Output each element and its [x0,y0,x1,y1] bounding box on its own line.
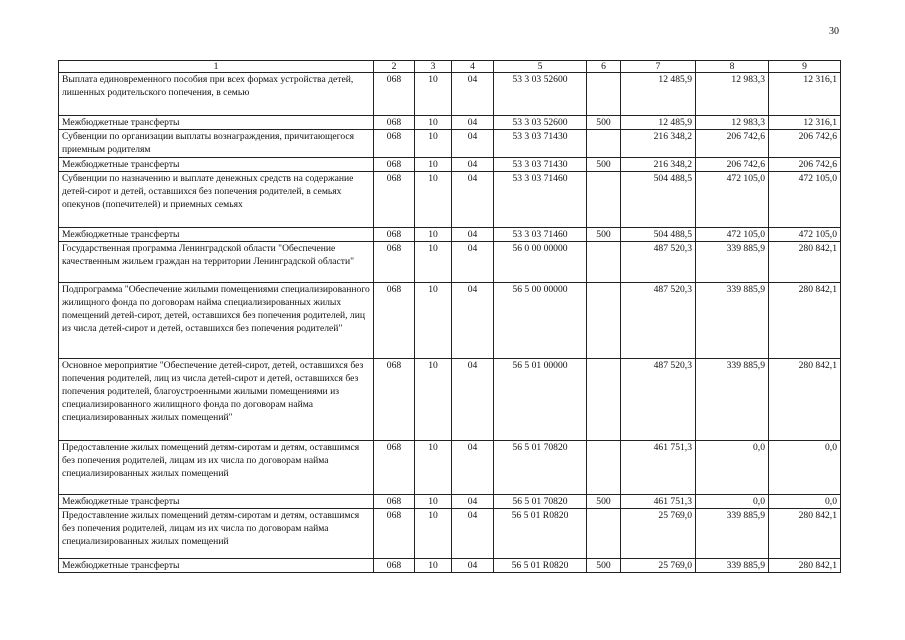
cell-admin-code: 068 [374,130,415,158]
table-row [59,441,841,495]
cell-expense-type [587,130,621,158]
cell-section: 10 [415,283,452,359]
cell-target-article: 56 5 01 70820 [494,441,587,495]
table-row [59,73,841,116]
cell-amount-9: 280 842,1 [769,283,841,359]
header-row [59,61,841,73]
cell-subsection: 04 [452,283,494,359]
cell-amount-9: 280 842,1 [769,242,841,283]
table-row [59,242,841,283]
table-row [59,283,841,359]
cell-subsection: 04 [452,172,494,228]
cell-amount-9: 472 105,0 [769,172,841,228]
cell-amount-9: 280 842,1 [769,559,841,573]
cell-section: 10 [415,509,452,559]
cell-amount-8: 339 885,9 [696,509,769,559]
cell-admin-code: 068 [374,359,415,441]
cell-amount-8: 0,0 [696,441,769,495]
row-name: Основное мероприятие "Обеспечение детей-сирот, детей, оставшихся без попечения родителей, лиц из числа детей-сирот и детей, оставшихся без попечения родителей, благоустроенными жилыми помещениями из специализированного жилищного фонда по договорам найма специализированных жилых помещений" [59,359,374,441]
table-row [59,158,841,172]
cell-amount-8: 0,0 [696,495,769,509]
row-name: Межбюджетные трансферты [59,116,374,130]
cell-section: 10 [415,242,452,283]
row-name: Межбюджетные трансферты [59,495,374,509]
cell-target-article: 56 5 01 00000 [494,359,587,441]
cell-subsection: 04 [452,228,494,242]
cell-section: 10 [415,73,452,116]
cell-target-article: 53 3 03 52600 [494,73,587,116]
cell-section: 10 [415,495,452,509]
table-row [59,559,841,573]
cell-section: 10 [415,359,452,441]
table-row [59,172,841,228]
cell-expense-type [587,172,621,228]
cell-target-article: 53 3 03 71430 [494,130,587,158]
cell-expense-type: 500 [587,228,621,242]
cell-target-article: 53 3 03 71460 [494,228,587,242]
cell-amount-9: 0,0 [769,441,841,495]
cell-subsection: 04 [452,130,494,158]
cell-section: 10 [415,172,452,228]
cell-amount-8: 12 983,3 [696,73,769,116]
cell-subsection: 04 [452,116,494,130]
row-name: Субвенции по назначению и выплате денежных средств на содержание детей-сирот и детей, оставшихся без попечения родителей, в семьях опекунов (попечителей) и приемных семьях [59,172,374,228]
cell-expense-type: 500 [587,158,621,172]
cell-target-article: 56 5 00 00000 [494,283,587,359]
cell-target-article: 56 5 01 R0820 [494,509,587,559]
cell-amount-7: 216 348,2 [621,130,696,158]
table-row [59,495,841,509]
cell-amount-9: 472 105,0 [769,228,841,242]
cell-amount-9: 0,0 [769,495,841,509]
cell-admin-code: 068 [374,495,415,509]
row-name: Государственная программа Ленинградской области "Обеспечение качественным жильем граждан на территории Ленинградской области" [59,242,374,283]
cell-expense-type [587,509,621,559]
cell-amount-7: 216 348,2 [621,158,696,172]
row-name: Субвенции по организации выплаты вознаграждения, причитающегося приемным родителям [59,130,374,158]
cell-amount-8: 12 983,3 [696,116,769,130]
cell-amount-7: 12 485,9 [621,116,696,130]
cell-admin-code: 068 [374,559,415,573]
cell-target-article: 56 5 01 70820 [494,495,587,509]
cell-amount-9: 280 842,1 [769,509,841,559]
table-row [59,359,841,441]
cell-expense-type [587,73,621,116]
row-name: Предоставление жилых помещений детям-сиротам и детям, оставшимся без попечения родителей, лицам из их числа по договорам найма специализированных жилых помещений [59,441,374,495]
cell-section: 10 [415,559,452,573]
table-row [59,116,841,130]
cell-admin-code: 068 [374,283,415,359]
table-row [59,228,841,242]
cell-target-article: 56 0 00 00000 [494,242,587,283]
cell-amount-7: 504 488,5 [621,172,696,228]
cell-subsection: 04 [452,441,494,495]
cell-expense-type [587,441,621,495]
cell-amount-8: 472 105,0 [696,228,769,242]
cell-expense-type [587,359,621,441]
column-header: 7 [621,61,696,73]
cell-admin-code: 068 [374,158,415,172]
column-header: 5 [494,61,587,73]
column-header: 8 [696,61,769,73]
cell-subsection: 04 [452,509,494,559]
cell-amount-7: 25 769,0 [621,559,696,573]
cell-amount-7: 487 520,3 [621,359,696,441]
cell-subsection: 04 [452,242,494,283]
column-header: 1 [59,61,374,73]
cell-amount-7: 504 488,5 [621,228,696,242]
cell-amount-9: 206 742,6 [769,130,841,158]
column-header: 6 [587,61,621,73]
cell-section: 10 [415,116,452,130]
cell-amount-8: 339 885,9 [696,242,769,283]
cell-target-article: 53 3 03 71460 [494,172,587,228]
row-name: Подпрограмма "Обеспечение жилыми помещениями специализированного жилищного фонда по договорам найма специализированных жилых помещений детей-сирот, детей, оставшихся без попечения родителей, лиц из числа детей-сирот и детей, оставшихся без попечения родителей" [59,283,374,359]
cell-admin-code: 068 [374,228,415,242]
cell-amount-8: 206 742,6 [696,158,769,172]
cell-section: 10 [415,228,452,242]
cell-amount-8: 472 105,0 [696,172,769,228]
table-row [59,509,841,559]
cell-amount-9: 280 842,1 [769,359,841,441]
cell-expense-type: 500 [587,559,621,573]
table-row [59,130,841,158]
cell-amount-7: 487 520,3 [621,283,696,359]
cell-amount-8: 206 742,6 [696,130,769,158]
cell-admin-code: 068 [374,509,415,559]
column-header: 2 [374,61,415,73]
row-name: Межбюджетные трансферты [59,228,374,242]
cell-target-article: 53 3 03 71430 [494,158,587,172]
cell-subsection: 04 [452,559,494,573]
column-header: 3 [415,61,452,73]
cell-target-article: 53 3 03 52600 [494,116,587,130]
cell-admin-code: 068 [374,116,415,130]
cell-admin-code: 068 [374,172,415,228]
cell-expense-type [587,242,621,283]
cell-expense-type [587,283,621,359]
cell-amount-7: 12 485,9 [621,73,696,116]
cell-subsection: 04 [452,73,494,116]
row-name: Предоставление жилых помещений детям-сиротам и детям, оставшимся без попечения родителей, лицам из их числа по договорам найма специализированных жилых помещений [59,509,374,559]
cell-expense-type: 500 [587,495,621,509]
column-header: 4 [452,61,494,73]
cell-subsection: 04 [452,158,494,172]
cell-section: 10 [415,158,452,172]
page-number: 30 [829,26,839,37]
cell-amount-9: 12 316,1 [769,73,841,116]
cell-amount-7: 461 751,3 [621,495,696,509]
cell-amount-7: 487 520,3 [621,242,696,283]
cell-section: 10 [415,441,452,495]
cell-target-article: 56 5 01 R0820 [494,559,587,573]
budget-table [58,60,841,573]
cell-amount-8: 339 885,9 [696,283,769,359]
cell-amount-7: 461 751,3 [621,441,696,495]
cell-admin-code: 068 [374,441,415,495]
row-name: Межбюджетные трансферты [59,559,374,573]
cell-amount-9: 12 316,1 [769,116,841,130]
cell-amount-8: 339 885,9 [696,359,769,441]
cell-amount-9: 206 742,6 [769,158,841,172]
cell-amount-8: 339 885,9 [696,559,769,573]
row-name: Выплата единовременного пособия при всех формах устройства детей, лишенных родительского попечения, в семью [59,73,374,116]
cell-amount-7: 25 769,0 [621,509,696,559]
cell-admin-code: 068 [374,242,415,283]
cell-admin-code: 068 [374,73,415,116]
row-name: Межбюджетные трансферты [59,158,374,172]
cell-expense-type: 500 [587,116,621,130]
cell-subsection: 04 [452,495,494,509]
column-header: 9 [769,61,841,73]
cell-section: 10 [415,130,452,158]
cell-subsection: 04 [452,359,494,441]
